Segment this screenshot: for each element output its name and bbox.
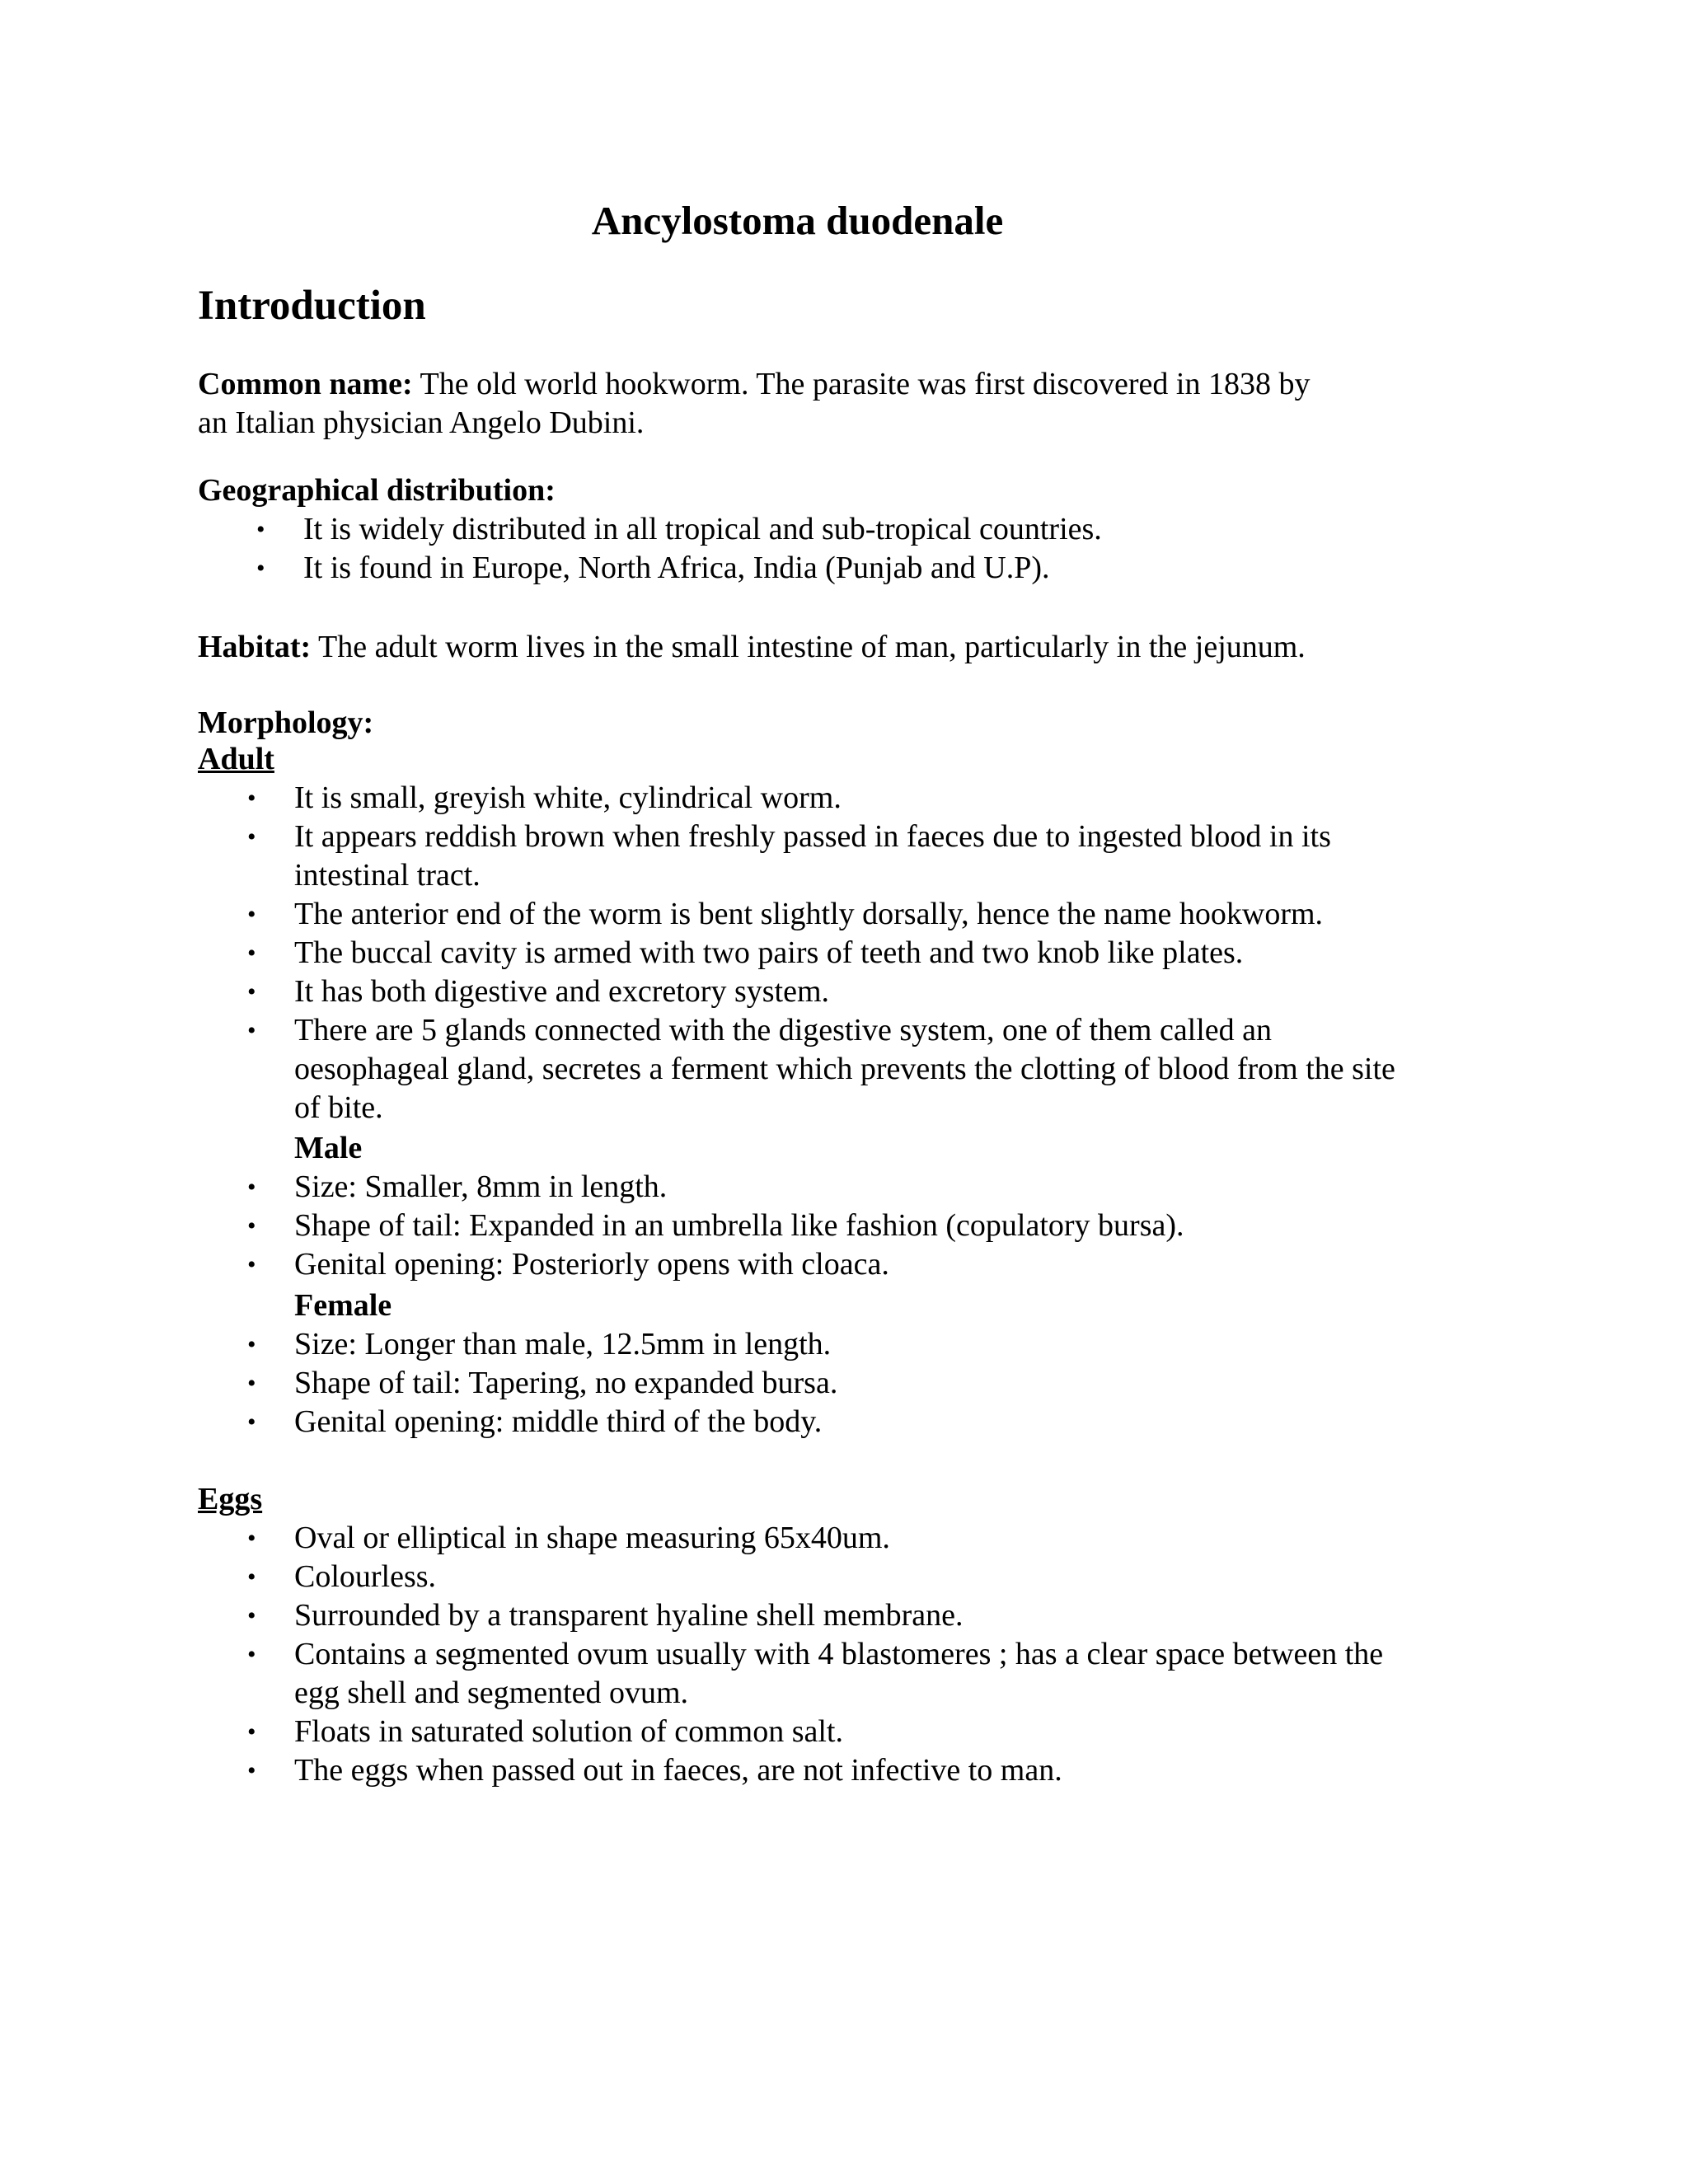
bullet-icon: • [247, 1718, 256, 1746]
morphology-label: Morphology: [198, 705, 374, 740]
list-item: • Colourless. [294, 1558, 1448, 1596]
list-item: • It appears reddish brown when freshly passed in faeces due to ingested blood in its intestinal tract. [247, 819, 1331, 893]
eggs-label: Eggs [198, 1482, 263, 1516]
habitat-label: Habitat: [198, 630, 312, 664]
list-item: • It is widely distributed in all tropical and sub-tropical countries. [303, 510, 1540, 549]
section-heading-introduction: Introduction [198, 283, 426, 329]
common-name-text-line2: an Italian physician Angelo Dubini. [198, 405, 645, 440]
list-item: • The eggs when passed out in faeces, are not infective to man. [294, 1751, 1448, 1790]
list-item: • Genital opening: Posteriorly opens with cloaca. [294, 1245, 1448, 1284]
bullet-icon: • [247, 978, 256, 1005]
common-name-text-line1: The old world hookworm. The parasite was first discovered in 1838 by [412, 367, 1311, 401]
bullet-icon: • [247, 901, 256, 928]
bullet-icon: • [247, 1017, 256, 1044]
bullet-icon: • [256, 516, 265, 543]
bullet-icon: • [247, 1174, 256, 1201]
habitat-text: The adult worm lives in the small intestine of man, particularly in the jejunum. [311, 630, 1306, 664]
bullet-icon: • [247, 1525, 256, 1552]
list-item: • Shape of tail: Expanded in an umbrella like fashion (copulatory bursa). [294, 1207, 1448, 1245]
list-item: • Size: Longer than male, 12.5mm in length. [294, 1325, 1448, 1364]
list-item: • Surrounded by a transparent hyaline shell membrane. [294, 1596, 1448, 1635]
list-item: • Floats in saturated solution of common salt. [294, 1713, 1448, 1751]
list-item: • The anterior end of the worm is bent slightly dorsally, hence the name hookworm. [294, 895, 1448, 934]
bullet-icon: • [247, 823, 256, 851]
bullet-icon: • [247, 1757, 256, 1784]
geo-distribution-label: Geographical distribution: [198, 473, 556, 508]
adult-list [247, 779, 1448, 1127]
bullet-icon: • [247, 1563, 256, 1591]
habitat-paragraph [198, 628, 1484, 667]
bullet-icon: • [247, 1212, 256, 1240]
bullet-icon: • [247, 1408, 256, 1436]
common-name-label: Common name: [198, 367, 413, 401]
male-list [247, 1168, 1448, 1284]
bullet-icon: • [247, 940, 256, 967]
list-item: • The buccal cavity is armed with two pairs of teeth and two knob like plates. [294, 934, 1448, 972]
male-label: Male [294, 1131, 363, 1165]
geo-distribution-list [256, 510, 1540, 588]
list-item: • Oval or elliptical in shape measuring 65x40um. [294, 1519, 1448, 1558]
bullet-icon: • [247, 1641, 256, 1668]
list-item: • It is small, greyish white, cylindrical worm. [294, 779, 1448, 818]
bullet-icon: • [247, 1251, 256, 1278]
list-item: • Shape of tail: Tapering, no expanded bursa. [294, 1364, 1448, 1403]
document-title: Ancylostoma duodenale [591, 198, 1004, 243]
female-label: Female [294, 1288, 392, 1323]
bullet-icon: • [247, 1370, 256, 1397]
list-item: • It is found in Europe, North Africa, India (Punjab and U.P). [303, 549, 1540, 588]
list-item: • It has both digestive and excretory system. [294, 972, 1448, 1011]
list-item: • There are 5 glands connected with the digestive system, one of them called an oesophageal gland, secretes a ferment which prevents the clotting of blood from the site of bite. [247, 1013, 1395, 1125]
bullet-icon: • [247, 785, 256, 812]
adult-label: Adult [198, 742, 274, 776]
list-item: • Genital opening: middle third of the body. [294, 1403, 1448, 1441]
list-item: • Contains a segmented ovum usually with 4 blastomeres ; has a clear space between the egg shell and segmented ovum. [247, 1637, 1384, 1710]
common-name-paragraph [198, 365, 1484, 443]
female-list [247, 1325, 1448, 1441]
eggs-list [247, 1519, 1448, 1790]
bullet-icon: • [256, 555, 265, 582]
list-item: • Size: Smaller, 8mm in length. [294, 1168, 1448, 1207]
bullet-icon: • [247, 1602, 256, 1629]
bullet-icon: • [247, 1331, 256, 1358]
